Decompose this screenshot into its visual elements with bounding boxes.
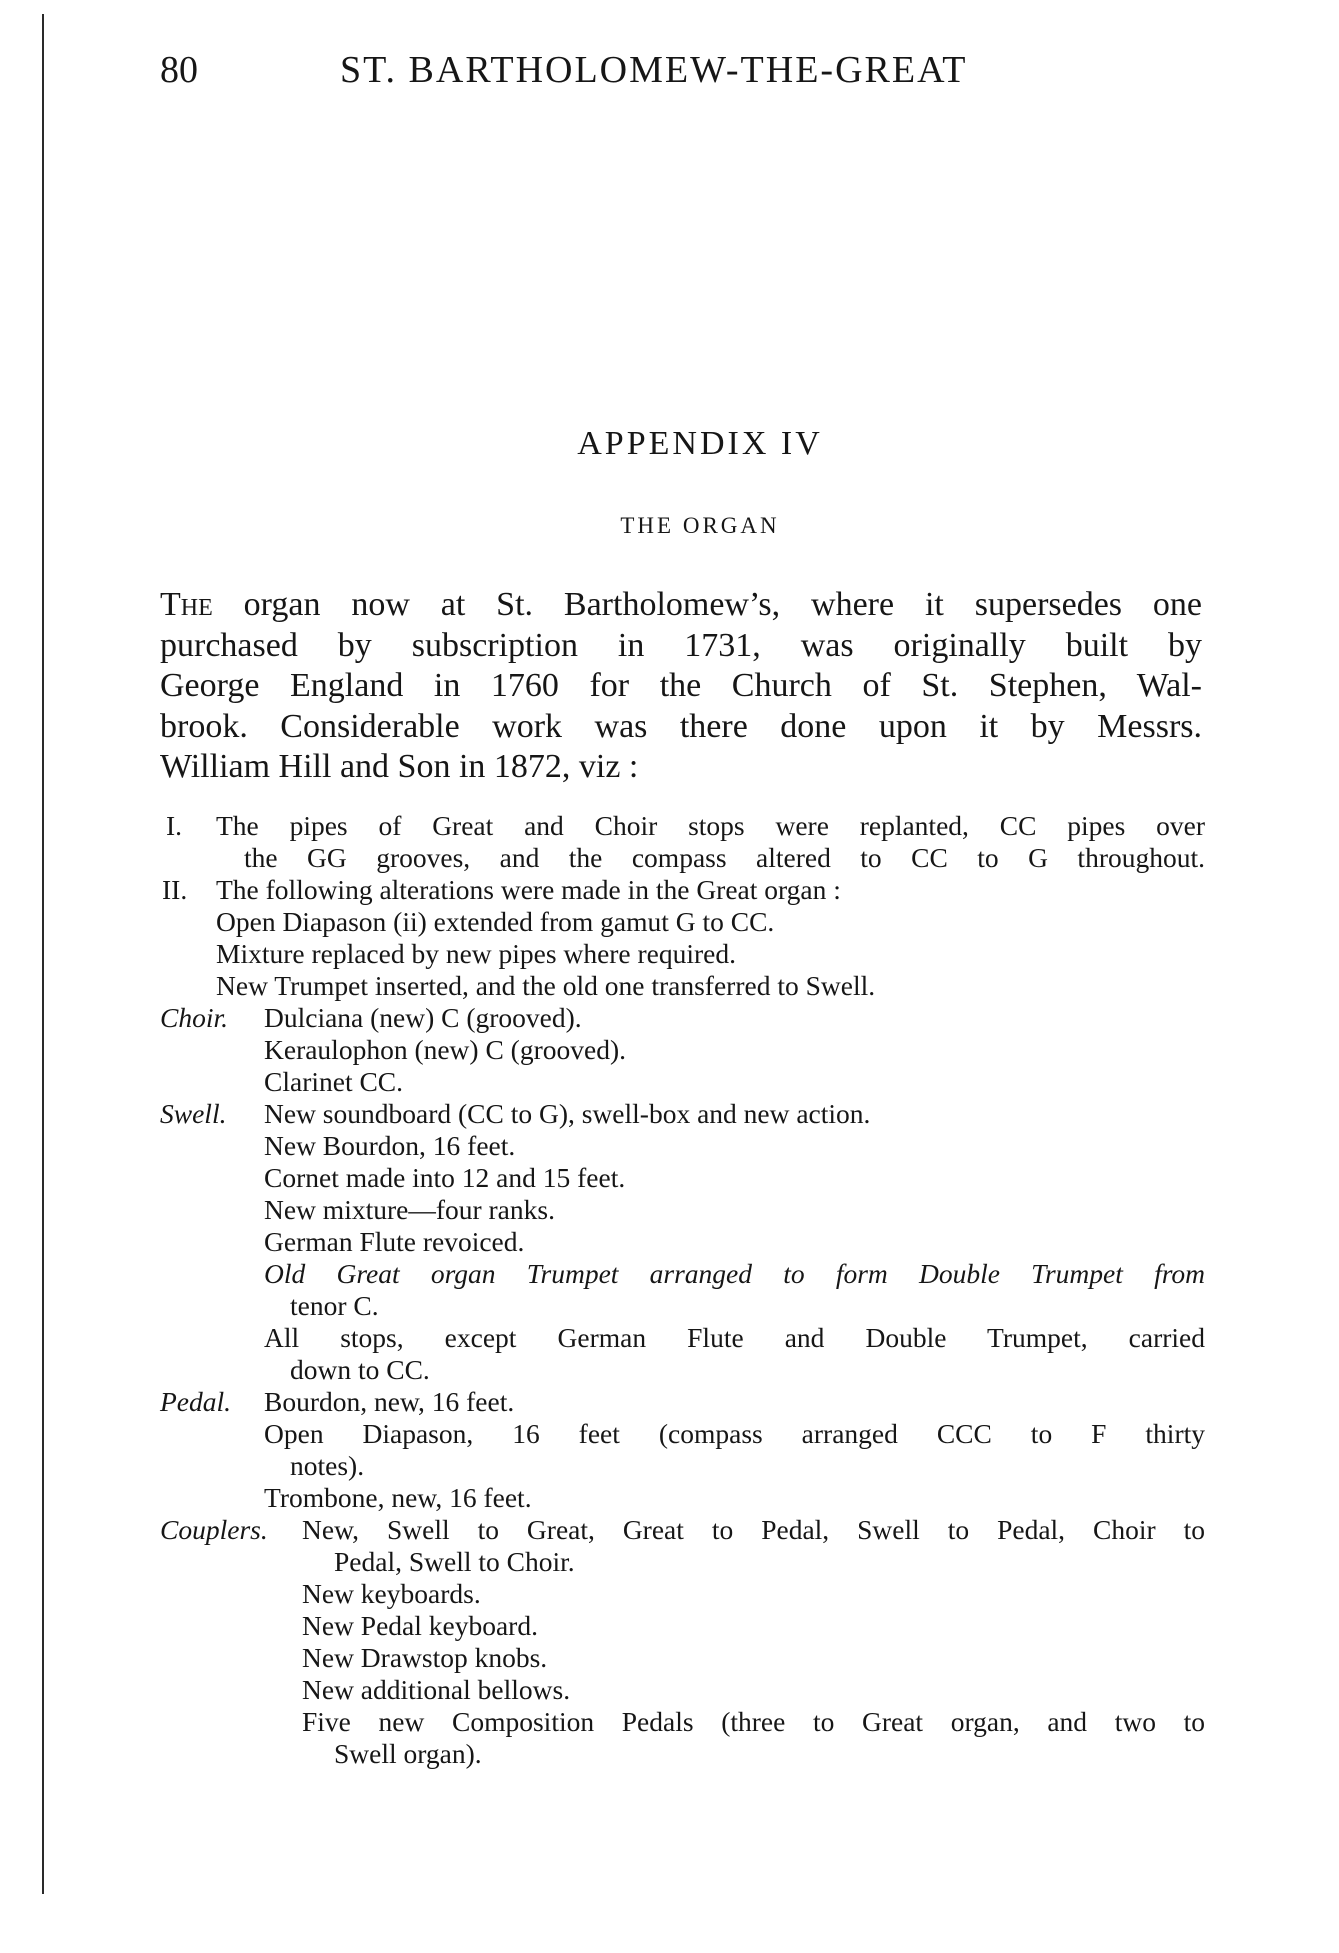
list-item bbox=[160, 810, 1205, 874]
page-number: 80 bbox=[160, 49, 198, 91]
item-text: the GG grooves, and the compass altered to CC to G throughout. bbox=[244, 842, 1205, 873]
intro-line: The organ now at St. Bartholomew’s, where it supersedes one bbox=[160, 586, 1202, 623]
intro-line: George England in 1760 for the Church of St. Stephen, Wal- bbox=[160, 667, 1202, 704]
list-item bbox=[160, 1514, 1205, 1770]
item-text: notes). bbox=[290, 1450, 365, 1481]
list-item bbox=[160, 1098, 1205, 1386]
item-text: Bourdon, new, 16 feet. bbox=[264, 1386, 515, 1417]
item-text: The pipes of Great and Choir stops were replanted, CC pipes over bbox=[216, 810, 1205, 841]
item-text: Old Great organ Trumpet arranged to form Double Trumpet from bbox=[264, 1258, 1205, 1289]
item-text: Trombone, new, 16 feet. bbox=[264, 1482, 532, 1513]
running-title: ST. BARTHOLOMEW-THE-GREAT bbox=[340, 49, 968, 91]
item-text: German Flute revoiced. bbox=[264, 1226, 525, 1257]
page-binding-edge bbox=[42, 14, 44, 1894]
item-text: The following alterations were made in the Great organ : bbox=[216, 874, 841, 905]
section-title: THE ORGAN bbox=[620, 513, 780, 538]
item-text: New Pedal keyboard. bbox=[302, 1610, 538, 1641]
intro-line: William Hill and Son in 1872, viz : bbox=[160, 748, 639, 785]
intro-paragraph bbox=[160, 585, 1202, 788]
item-text: New Drawstop knobs. bbox=[302, 1642, 548, 1673]
item-label: Swell. bbox=[160, 1098, 227, 1129]
item-text: Five new Composition Pedals (three to Great organ, and two to bbox=[302, 1706, 1205, 1737]
item-text: New Trumpet inserted, and the old one transferred to Swell. bbox=[216, 970, 876, 1001]
item-text: Open Diapason (ii) extended from gamut G to CC. bbox=[216, 906, 775, 937]
item-text: Clarinet CC. bbox=[264, 1066, 404, 1097]
item-text: New Bourdon, 16 feet. bbox=[264, 1130, 516, 1161]
item-text: Pedal, Swell to Choir. bbox=[334, 1546, 575, 1577]
item-label: Couplers. bbox=[160, 1514, 268, 1545]
item-text: Open Diapason, 16 feet (compass arranged CCC to F thirty bbox=[264, 1418, 1205, 1449]
item-label: II. bbox=[162, 874, 188, 905]
item-text: New, Swell to Great, Great to Pedal, Swell to Pedal, Choir to bbox=[302, 1514, 1205, 1545]
item-text: Cornet made into 12 and 15 feet. bbox=[264, 1162, 626, 1193]
item-text: Keraulophon (new) C (grooved). bbox=[264, 1034, 626, 1065]
item-text: New keyboards. bbox=[302, 1578, 481, 1609]
alterations-list bbox=[160, 810, 1205, 1770]
list-item bbox=[160, 1386, 1205, 1514]
item-text: New soundboard (CC to G), swell-box and new action. bbox=[264, 1098, 871, 1129]
item-label: Pedal. bbox=[160, 1386, 232, 1417]
item-text: down to CC. bbox=[290, 1354, 430, 1385]
intro-line: purchased by subscription in 1731, was originally built by bbox=[160, 626, 1202, 664]
list-item bbox=[160, 874, 1205, 1002]
item-text: New additional bellows. bbox=[302, 1674, 571, 1705]
intro-line: brook. Considerable work was there done upon it by Messrs. bbox=[160, 707, 1202, 745]
intro-lead-word: The bbox=[160, 586, 213, 623]
item-label: Choir. bbox=[160, 1002, 229, 1033]
item-text: Dulciana (new) C (grooved). bbox=[264, 1002, 582, 1033]
item-text: All stops, except German Flute and Double Trumpet, carried bbox=[264, 1322, 1205, 1353]
running-header bbox=[160, 48, 1240, 98]
list-item bbox=[160, 1002, 1205, 1098]
item-text: tenor C. bbox=[290, 1290, 379, 1321]
item-label: I. bbox=[166, 810, 183, 841]
item-text: Swell organ). bbox=[334, 1738, 482, 1769]
item-text: Mixture replaced by new pipes where required. bbox=[216, 938, 737, 969]
appendix-title: APPENDIX IV bbox=[577, 425, 823, 462]
item-text: New mixture—four ranks. bbox=[264, 1194, 555, 1225]
